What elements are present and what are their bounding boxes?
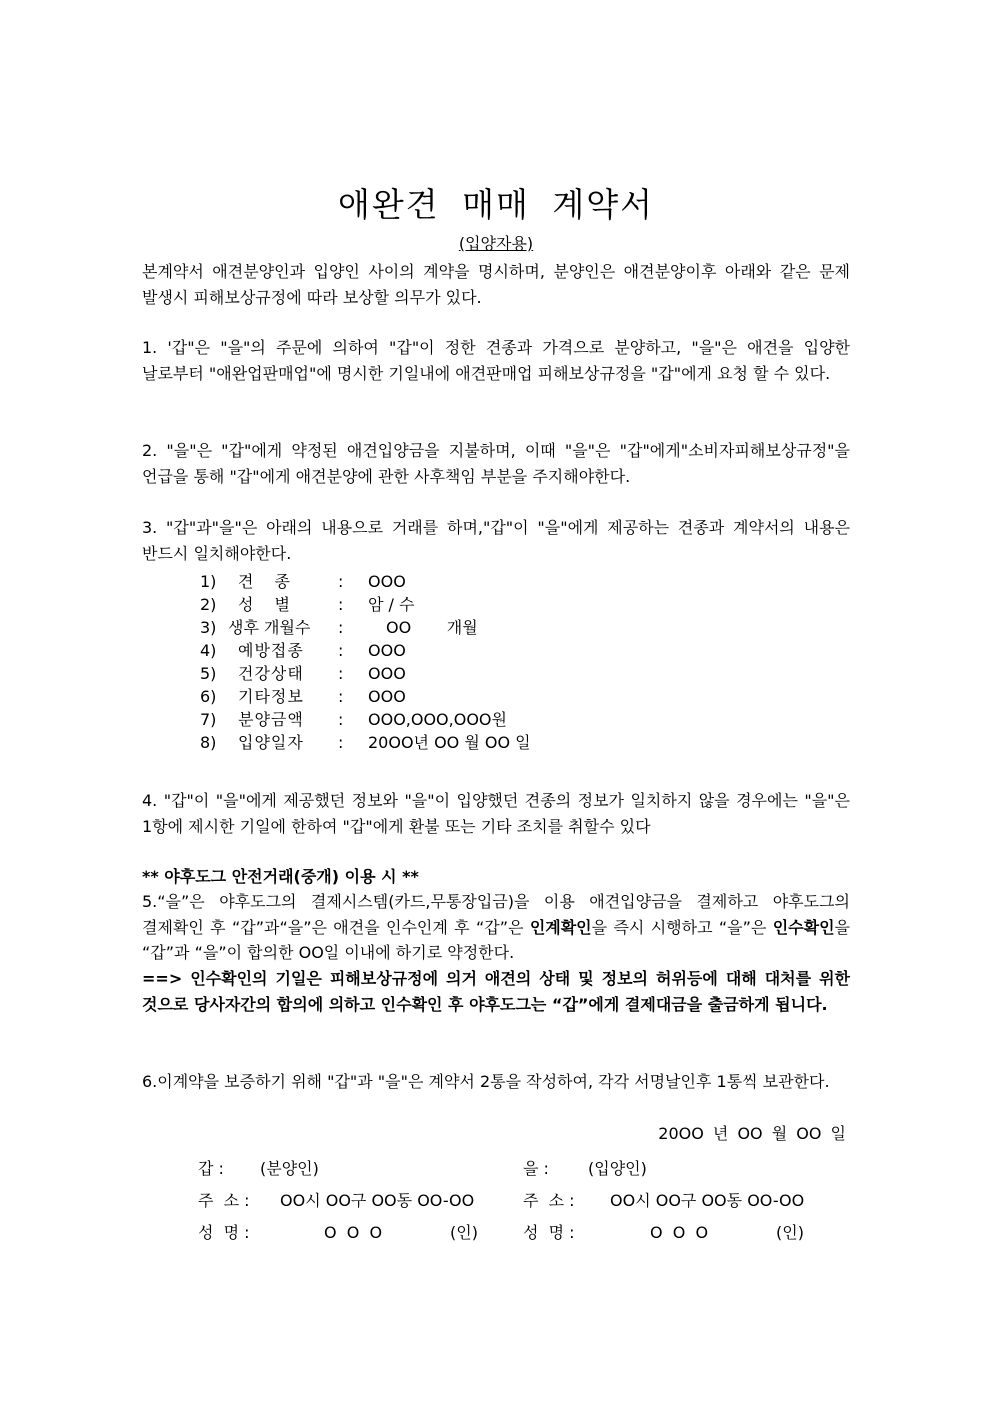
eul-role: (입양인) xyxy=(588,1159,647,1178)
clause-2: 2. "을"은 "갑"에게 약정된 애견입양금을 지불하며, 이때 "을"은 "갑"에게"소비자피해보상규정"을 언급을 통해 "갑"에게 애견분양에 관한 사후책임 부분을 주지해야한다. xyxy=(142,441,850,486)
document-subtitle: (입양자용) xyxy=(458,234,534,253)
gap-label: 갑 : xyxy=(198,1159,224,1178)
contract-page: 애완견 매매 계약서 (입양자용) 본계약서 애견분양인과 입양인 사이의 계약을 명시하며, 분양인은 애견분양이후 아래와 같은 문제 발생시 피해보상규정에 따라 보상할 의무가 있다. 1. '갑"은 "을"의 주문에 의하여 "갑"이 정한 견종과 가격으로 분양하고, "을"은 애견을 입양한 날로부터 "애완업판매업"에 명시한 기일내에 애견판매업 피해보상규정을 "갑"에게 요청 할 수 있다. 2. "을"은 "갑"에게 약정된 애견입양금을 지불하며, 이때 "을"은 "갑"에게"소비자피해보상규정"을 언급을 통해 "갑"에게 애견분양에 관한 사후책임 부분을 주지해야한다. 3. "갑"과"을"은 아래의 내용으로 거래를 하며,"갑"이 "을"에게 제공하는 견종과 계약서의 내용은 반드시 일치해야한다. 1) 견종 : OOO 2) 성별 : 암 / 수 3) 생후 개월수 : OO 개월 4) 예방접종 : OOO 5) 건강상태 : OOO 6) 기타정보 : OOO 7) 분양금액 : OOO,OOO,OOO원 8) 입양일자 : 20OO년 OO 월 OO 일 4. "갑"이 "을"에게 제공했던 정보와 "을"이 입양했던 견종의 정보가 일치하지 않을 경우에는 "을"은 1항에 제시한 기일에 한하여 "갑"에게 환불 또는 기타 조치를 취할수 있다 ** 야후도그 안전거래(중개) 이용 시 ** 5.“을”은 야후도그의 결제시스템(카드,무통장입금)을 이용 애견입양금을 결제하고 야후도그의 결제확인 후 “갑”과“을”은 애견을 인수인계 후 “갑”은 인계확인을 즉시 시행하고 “을”은 인수확인을 “갑”과 “을”이 합의한 OO일 이내에 하기로 약정한다. ==> 인수확인의 기일은 피해보상규정에 의거 애견의 상태 및 정보의 허위등에 대해 대처를 위한 것으로 당사자간의 합의에 의하고 인수확인 후 야후도그는 “갑”에게 결제대금을 출금하게 됩니다. 6.이계약을 보증하기 위해 "갑"과 "을"은 계약서 2통을 작성하여, 각각 서명날인후 1통씩 보관한다. 20OO 년 OO 월 OO 일 갑 : (분양인) 을 : (입양인) 주 소 : OO시 OO구 OO동 OO-OO 주 소 : OO시 OO구 OO동 OO-OO 성 명 : O O O (인) 성 명 : O O O (인) xyxy=(0,0,992,1403)
intro-paragraph: 본계약서 애견분양인과 입양인 사이의 계약을 명시하며, 분양인은 애견분양이후 아래와 같은 문제 발생시 피해보상규정에 따라 보상할 의무가 있다. xyxy=(142,262,850,307)
clause-4: 4. "갑"이 "을"에게 제공했던 정보와 "을"이 입양했던 견종의 정보가 일치하지 않을 경우에는 "을"은 1항에 제시한 기일에 한하여 "갑"에게 환불 또는 기타 조치를 취할수 있다 xyxy=(142,791,850,836)
handover-confirm-term: 인계확인 xyxy=(529,917,592,937)
eul-address: OO시 OO구 OO동 OO-OO xyxy=(610,1191,805,1210)
eul-name-label: 성 명 : xyxy=(523,1223,575,1242)
gap-name: O O O xyxy=(324,1223,383,1242)
receipt-confirm-term: 인수확인 xyxy=(772,917,835,937)
clause-6: 6.이계약을 보증하기 위해 "갑"과 "을"은 계약서 2통을 작성하여, 각각 서명날인후 1통씩 보관한다. xyxy=(142,1072,830,1091)
gap-seal: (인) xyxy=(450,1223,478,1242)
eul-name: O O O xyxy=(650,1223,709,1242)
clause-5-note: ==> 인수확인의 기일은 피해보상규정에 의거 애견의 상태 및 정보의 허위등에 대해 대처를 위한 것으로 당사자간의 합의에 의하고 인수확인 후 야후도그는 “갑”에게 결제대금을 출금하게 됩니다. xyxy=(142,969,850,1014)
document-title: 애완견 매매 계약서 xyxy=(337,185,654,224)
eul-address-label: 주 소 : xyxy=(523,1191,575,1210)
clause-5: 5.“을”은 야후도그의 결제시스템(카드,무통장입금)을 이용 애견입양금을 결제하고 야후도그의 결제확인 후 “갑”과“을”은 애견을 인수인계 후 “갑”은 인계확인을 즉시 시행하고 “을”은 인수확인을 “갑”과 “을”이 합의한 OO일 이내에 하기로 약정한다. xyxy=(142,892,850,962)
safe-trade-heading: ** 야후도그 안전거래(중개) 이용 시 ** xyxy=(142,867,419,886)
gap-role: (분양인) xyxy=(260,1159,319,1178)
gap-address-label: 주 소 : xyxy=(198,1191,250,1210)
clause-1: 1. '갑"은 "을"의 주문에 의하여 "갑"이 정한 견종과 가격으로 분양하고, "을"은 애견을 입양한 날로부터 "애완업판매업"에 명시한 기일내에 애견판매업 피해보상규정을 "갑"에게 요청 할 수 있다. xyxy=(142,338,850,383)
gap-name-label: 성 명 : xyxy=(198,1223,250,1242)
gap-address: OO시 OO구 OO동 OO-OO xyxy=(280,1191,475,1210)
eul-seal: (인) xyxy=(776,1223,804,1242)
clause-3: 3. "갑"과"을"은 아래의 내용으로 거래를 하며,"갑"이 "을"에게 제공하는 견종과 계약서의 내용은 반드시 일치해야한다. xyxy=(142,518,850,563)
contract-date: 20OO 년 OO 월 OO 일 xyxy=(658,1124,846,1143)
eul-label: 을 : xyxy=(523,1159,549,1178)
